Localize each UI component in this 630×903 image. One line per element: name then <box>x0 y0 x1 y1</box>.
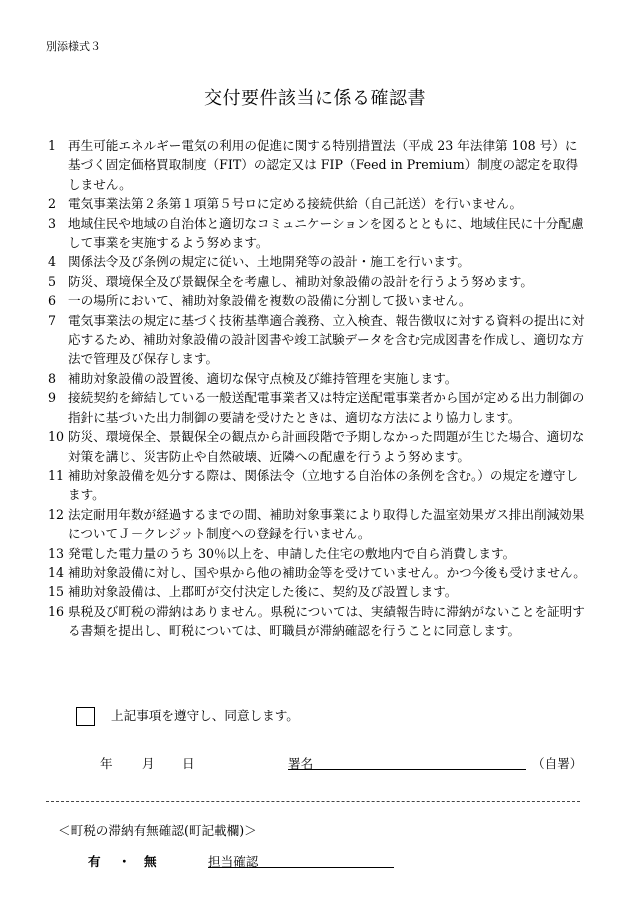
requirement-item <box>48 544 588 563</box>
requirement-text: 接続契約を締結している一般送配電事業者又は特定送配電事業者から国が定める出力制御の指針に基づいた出力制御の要請を受けたときは、適切な方法により協力します。 <box>68 390 585 425</box>
tax-arrears-no[interactable]: 無 <box>144 854 157 869</box>
checker-label: 担当確認 <box>208 854 259 869</box>
requirement-item <box>48 214 588 253</box>
requirement-text: 発電した電力量のうち 30％以上を、申請した住宅の敷地内で自ら消費します。 <box>68 545 516 561</box>
requirement-item <box>48 311 588 369</box>
requirement-item <box>48 136 588 194</box>
requirement-number: 8 <box>48 370 57 386</box>
requirement-text: 法定耐用年数が経過するまでの間、補助対象事業により取得した温室効果ガス排出削減効果についてＪ－クレジット制度への登録を行いません。 <box>68 506 585 542</box>
requirement-item <box>48 563 588 582</box>
requirement-item <box>48 602 588 641</box>
requirement-item <box>48 582 588 601</box>
requirement-text: 防災、環境保全及び景観保全を考慮し、補助対象設備の設計を行うよう努めます。 <box>68 273 533 289</box>
agreement-row <box>76 705 299 726</box>
requirement-number: 2 <box>48 196 57 212</box>
requirement-text: 防災、環境保全、景観保全の観点から計画段階で予期しなかった問題が生じた場合、適切な対策を講じ、災害防止や自然破壊、近隣への配慮を行うよう努めます。 <box>68 429 585 464</box>
tax-confirmation-heading: ＜町税の滞納有無確認(町記載欄)＞ <box>58 823 257 838</box>
agreement-text: 上記事項を遵守し、同意します。 <box>111 708 299 723</box>
requirement-text: 県税及び町税の滞納はありません。県税については、実績報告時に滞納がないことを証明する書類を提出し、町税については、町職員が滞納確認を行うことに同意します。 <box>68 603 585 639</box>
requirement-number: 11 <box>48 467 65 483</box>
requirement-number: 10 <box>48 429 65 445</box>
agree-checkbox[interactable] <box>76 707 95 726</box>
document-title: 交付要件該当に係る確認書 <box>204 88 426 109</box>
requirement-text: 補助対象設備に対し、国や県から他の補助金等を受けていません。かつ今後も受けません。 <box>68 564 586 580</box>
requirement-number: 13 <box>48 545 65 561</box>
requirement-item <box>48 505 588 544</box>
requirement-item <box>48 427 588 466</box>
requirement-number: 4 <box>48 254 57 270</box>
year-label: 年 <box>100 756 113 771</box>
form-number: 別添様式３ <box>46 40 101 53</box>
requirement-text: 補助対象設備の設置後、適切な保守点検及び維持管理を実施します。 <box>68 370 458 386</box>
requirement-text: 電気事業法第２条第１項第５号ロに定める接続供給（自己託送）を行いません。 <box>68 196 523 212</box>
requirement-number: 5 <box>48 273 57 289</box>
requirement-text: 電気事業法の規定に基づく技術基準適合義務、立入検査、報告徴収に対する資料の提出に対応するため、補助対象設備の設計図書や竣工試験データを含む完成図書を作成し、適切な方法で管理及び保存します。 <box>68 312 585 367</box>
requirement-item <box>48 388 588 427</box>
requirement-number: 15 <box>48 584 65 600</box>
requirement-text: 補助対象設備は、上郡町が交付決定した後に、契約及び設置します。 <box>68 584 458 600</box>
requirement-number: 9 <box>48 390 57 406</box>
requirement-number: 12 <box>48 506 65 522</box>
requirement-number: 1 <box>48 138 57 153</box>
day-label: 日 <box>182 756 195 771</box>
requirement-number: 16 <box>48 603 65 619</box>
signature-label: 署名 <box>288 756 314 771</box>
requirement-item <box>48 291 588 310</box>
cut-line-divider <box>46 801 580 802</box>
requirement-text: 一の場所において、補助対象設備を複数の設備に分割して扱いません。 <box>68 293 472 309</box>
separator-dot: ・ <box>118 854 131 869</box>
requirement-text: 再生可能エネルギー電気の利用の促進に関する特別措置法（平成 23 年法律第 108 号）に基づく固定価格買取制度（FIT）の認定又は FIP（Feed in Premium）制度の認定を取得しません。 <box>68 138 579 192</box>
requirement-text: 地域住民や地域の自治体と適切なコミュニケーションを図るとともに、地域住民に十分配慮して事業を実施するよう努めます。 <box>68 215 584 251</box>
month-label: 月 <box>142 756 155 771</box>
requirement-number: 6 <box>48 293 57 309</box>
requirement-list <box>48 136 588 641</box>
requirement-number: 3 <box>48 215 57 231</box>
requirement-item <box>48 194 588 213</box>
signature-suffix: （自署） <box>532 756 583 771</box>
requirement-item <box>48 272 588 291</box>
requirement-item <box>48 466 588 505</box>
requirement-item <box>48 252 588 271</box>
requirement-item <box>48 369 588 388</box>
checker-line[interactable] <box>208 867 394 868</box>
signature-line[interactable] <box>288 769 526 770</box>
tax-arrears-yes[interactable]: 有 <box>88 854 101 869</box>
requirement-number: 7 <box>48 312 57 328</box>
requirement-text: 補助対象設備を処分する際は、関係法令（立地する自治体の条例を含む。）の規定を遵守します。 <box>68 467 579 503</box>
requirement-text: 関係法令及び条例の規定に従い、土地開発等の設計・施工を行います。 <box>68 254 470 270</box>
requirement-number: 14 <box>48 564 65 580</box>
